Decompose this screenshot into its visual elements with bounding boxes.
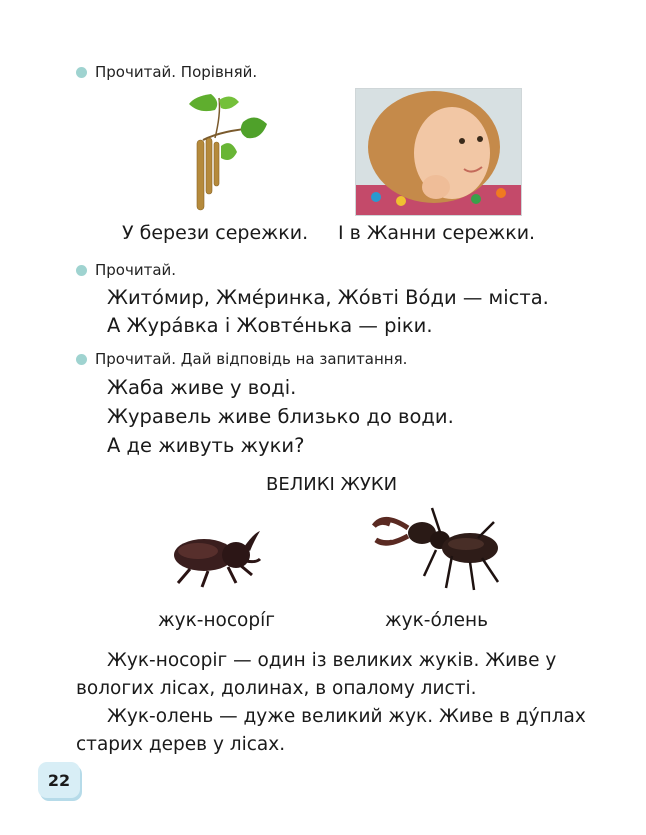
text-line: А Жура́вка і Жовте́нька — ріки. xyxy=(107,314,433,337)
stag-beetle-image xyxy=(370,500,505,600)
text-line: Журавель живе близько до води. xyxy=(107,405,454,428)
paragraph-line: вологих лісах, долинах, в опалому листі. xyxy=(76,678,477,699)
paragraph-line: Жук-олень — дуже великий жук. Живе в ду́плах xyxy=(107,706,586,727)
text-line: Жаба живе у воді. xyxy=(107,376,297,399)
bullet-icon xyxy=(76,67,87,78)
rhinoceros-beetle-image xyxy=(168,525,266,593)
task-text: Прочитай. Дай відповідь на запитання. xyxy=(95,350,408,368)
paragraph-line: Жук-носоріг — один із великих жуків. Живе у xyxy=(107,650,557,671)
girl-photo xyxy=(355,88,522,216)
caption-rhinoceros-beetle: жук-носорі́г xyxy=(158,610,275,631)
caption-birch: У берези сережки. xyxy=(122,222,309,244)
page-number-badge xyxy=(38,762,80,798)
paragraph-line: старих дерев у лісах. xyxy=(76,734,286,755)
text-line: А де живуть жуки? xyxy=(107,434,305,457)
task-instruction-2 xyxy=(76,261,176,279)
task-text: Прочитай. xyxy=(95,261,177,279)
birch-catkins-image xyxy=(185,92,270,217)
task-instruction-1 xyxy=(76,63,257,81)
caption-girl: І в Жанни сережки. xyxy=(338,222,536,244)
task-text: Прочитай. Порівняй. xyxy=(95,63,258,81)
text-line: Жито́мир, Жме́ринка, Жо́вті Во́ди — міста. xyxy=(107,286,549,309)
page-number: 22 xyxy=(47,770,71,790)
caption-stag-beetle: жук-о́лень xyxy=(385,610,488,631)
section-title: ВЕЛИКІ ЖУКИ xyxy=(266,474,398,495)
bullet-icon xyxy=(76,265,87,276)
bullet-icon xyxy=(76,354,87,365)
task-instruction-3 xyxy=(76,350,407,368)
